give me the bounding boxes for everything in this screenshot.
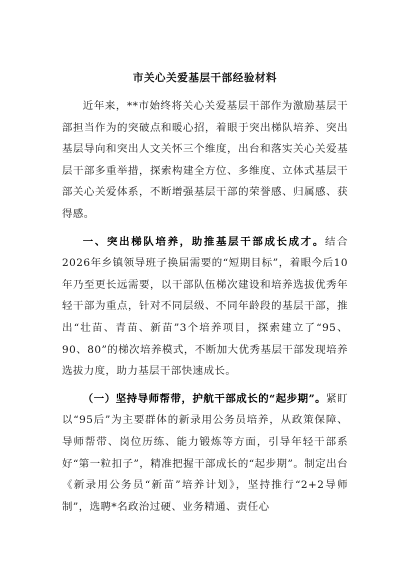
section-1-paragraph [62,232,348,383]
document-page [62,70,348,518]
section-2-heading: （一）坚持导师帮带，护航干部成长的“起步期”。 [82,392,327,405]
section-2-body: 紧盯以“95后”为主要群体的新录用公务员培养，从政策保障、导师帮带、岗位历练、能力锻炼等方面，引导年轻干部系好“第一粒扣子”，精准把握干部成长的“起步期”。制定出台《新录用公务员“新苗”培养计划》，坚持推行“2+2导师制”，选聘*名政治过硬、业务精通、责任心 [62,392,349,513]
section-1-heading: 一、突出梯队培养，助推基层干部成长成才。 [82,235,325,248]
section-2-paragraph [62,389,348,519]
intro-paragraph: 近年来，**市始终将关心关爱基层干部作为激励基层干部担当作为的突破点和暖心招，着眼于突出梯队培养、突出基层导向和突出人文关怀三个维度，出台和落实关心关爱基层干部多重举措，探索构建全方位、多维度、立体式基层干部关心关爱体系，不断增强基层干部的荣誉感、归属感、获得感。 [62,100,348,220]
document-title: 市关心关爱基层干部经验材料 [132,72,278,84]
section-1-body: 结合2026年乡镇领导班子换届需要的“短期目标”，着眼今后10年乃至更长远需要，以干部队伍梯次建设和培养选拔优秀年轻干部为重点，针对不同层级、不同年龄段的基层干部，推出“壮苗、青苗、新苗”3个培养项目，探索建立了“95、90、80”的梯次培养模式，不断加大优秀基层干部发现培养选拔力度，助力基层干部快速成长。 [62,235,349,378]
